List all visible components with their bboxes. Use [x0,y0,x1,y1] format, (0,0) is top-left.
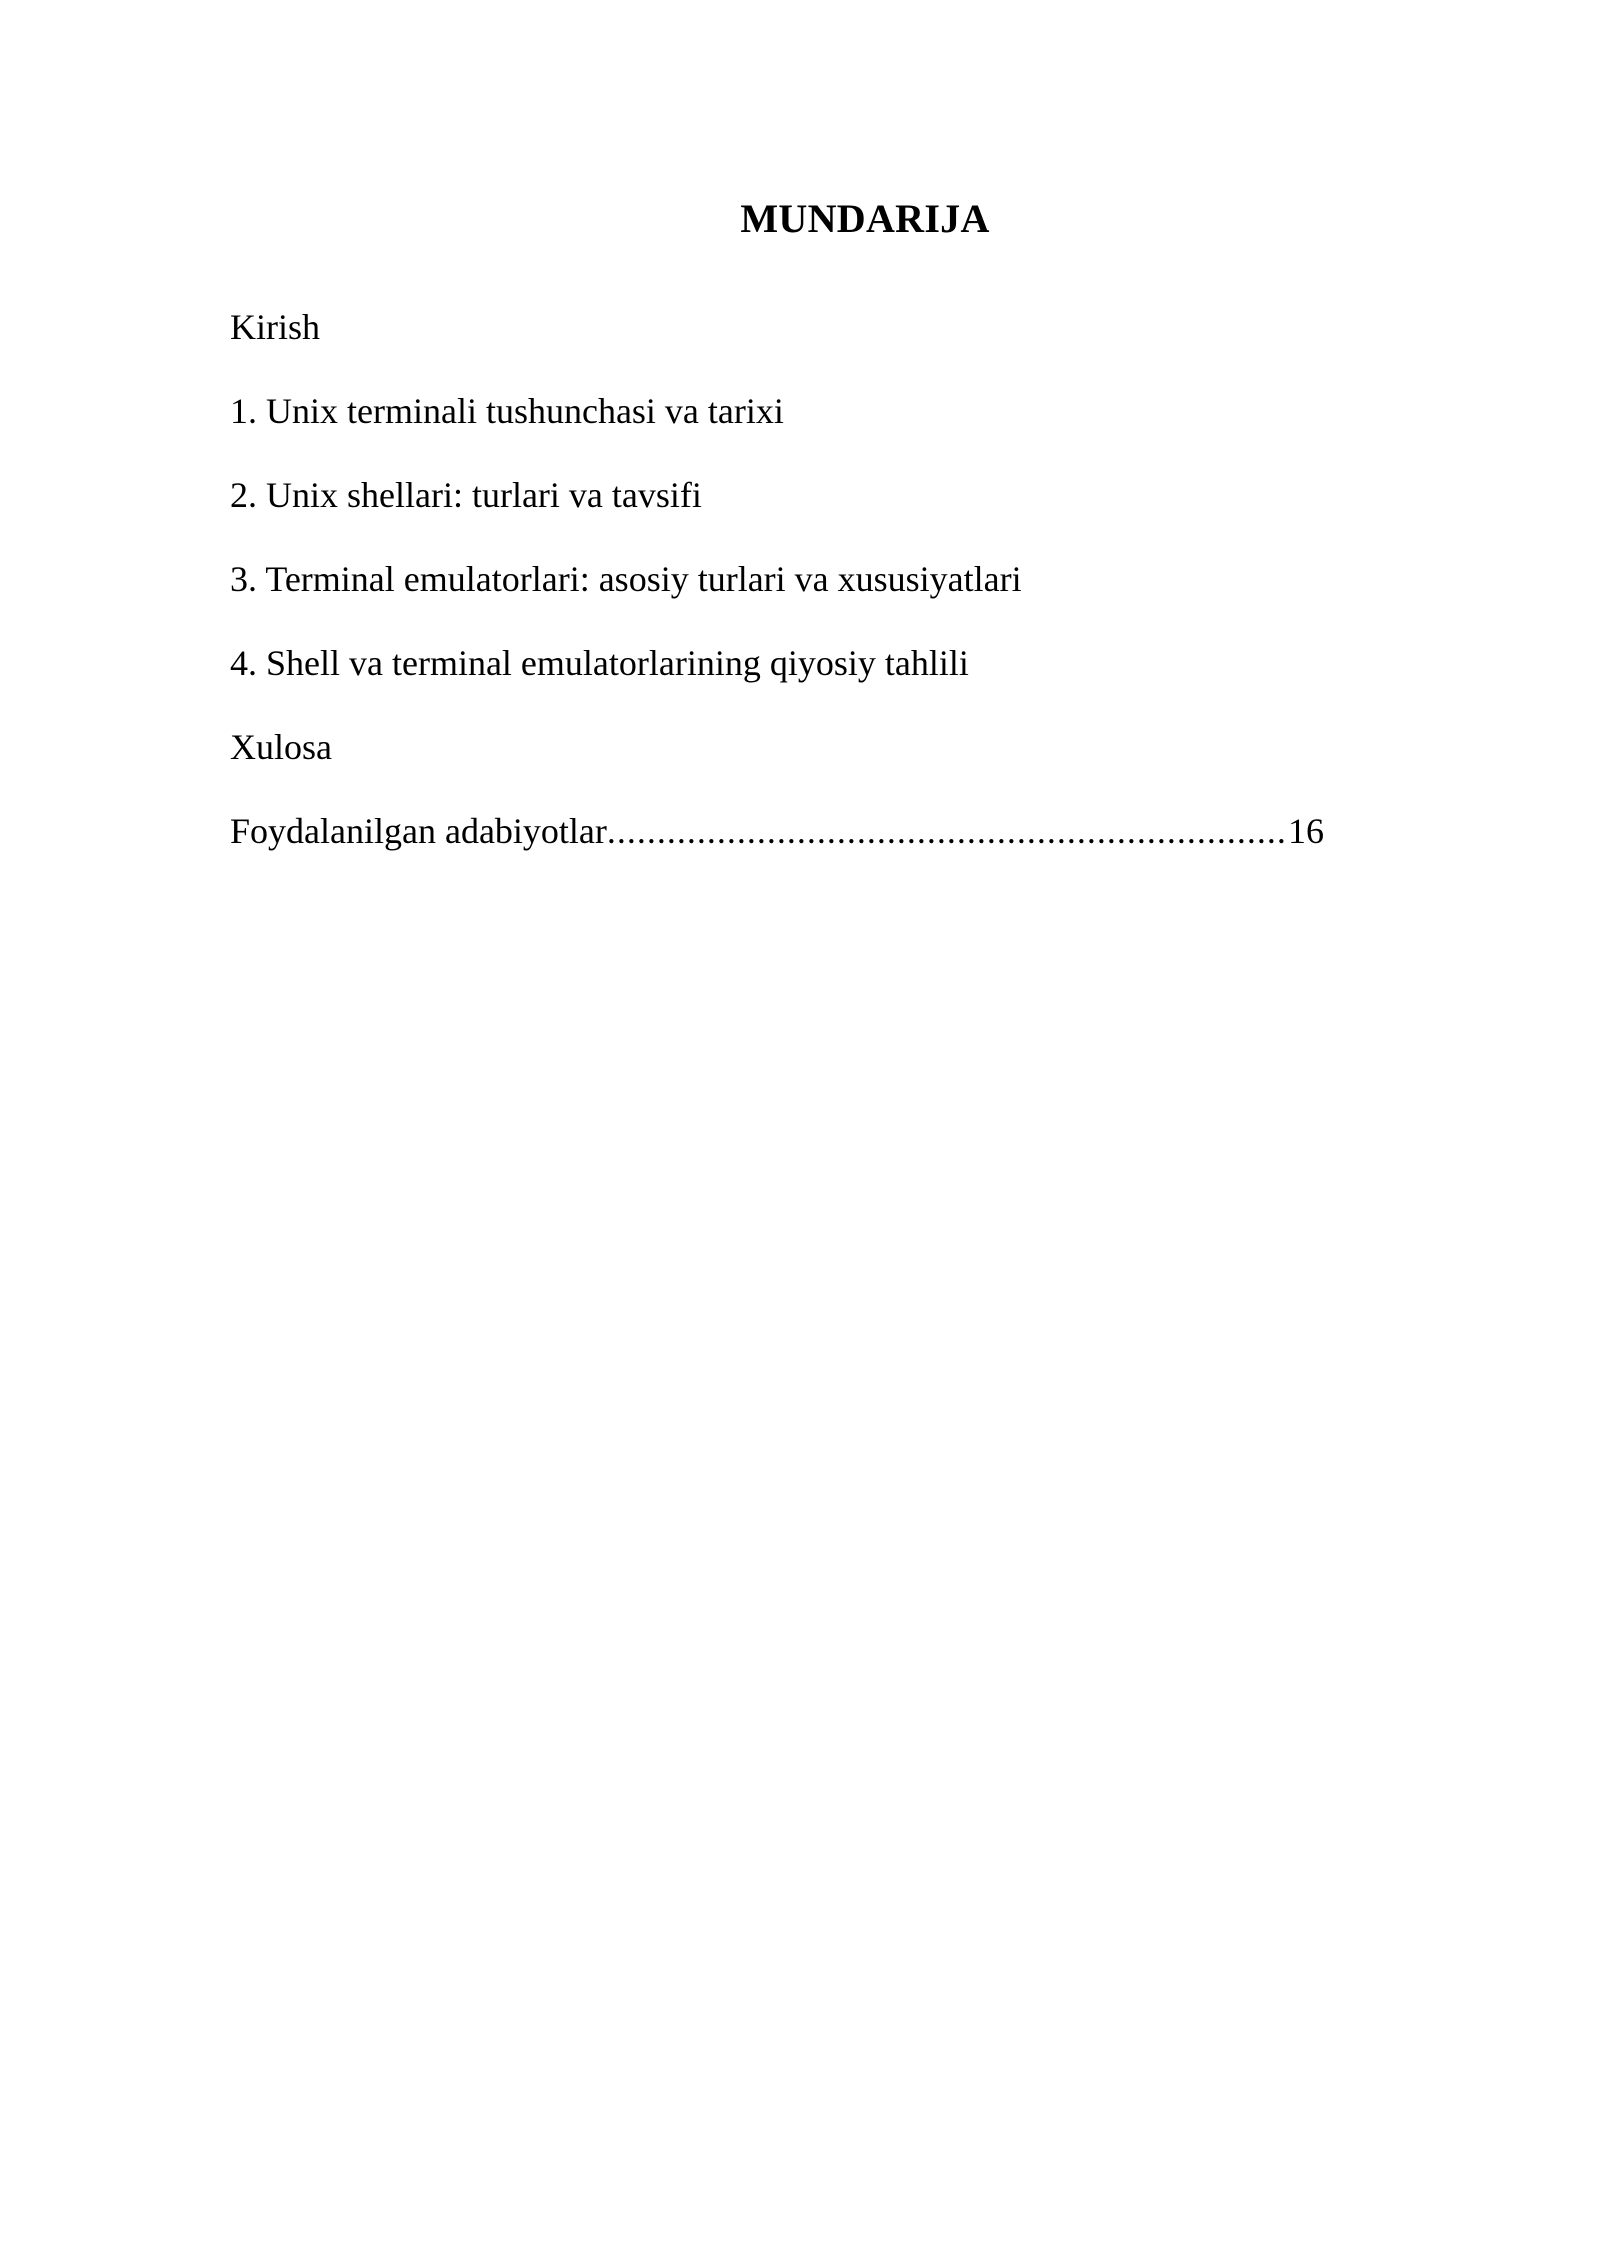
toc-title: MUNDARIJA [740,196,990,241]
toc-entry-section-4 [230,640,1330,686]
toc-entry-kirish [230,304,1330,350]
toc-page-number: 16 [1288,811,1324,851]
table-of-contents [230,304,1330,892]
toc-entry-label: 4. Shell va terminal emulatorlarining qiyosiy tahlili [230,643,969,683]
dot-leader [607,808,1288,854]
toc-entry-section-2 [230,472,1330,518]
toc-entry-section-3 [230,556,1330,602]
toc-entry-label: Xulosa [230,727,332,767]
toc-entry-label: Kirish [230,307,320,347]
toc-entry-xulosa [230,724,1330,770]
toc-entry-bibliography [230,808,1324,854]
toc-entry-label: 2. Unix shellari: turlari va tavsifi [230,475,702,515]
toc-entry-label: Foydalanilgan adabiyotlar [230,811,607,851]
toc-entry-label: 1. Unix terminali tushunchasi va tarixi [230,391,784,431]
toc-entry-section-1 [230,388,1330,434]
toc-entry-label: 3. Terminal emulatorlari: asosiy turlari va xususiyatlari [230,559,1022,599]
